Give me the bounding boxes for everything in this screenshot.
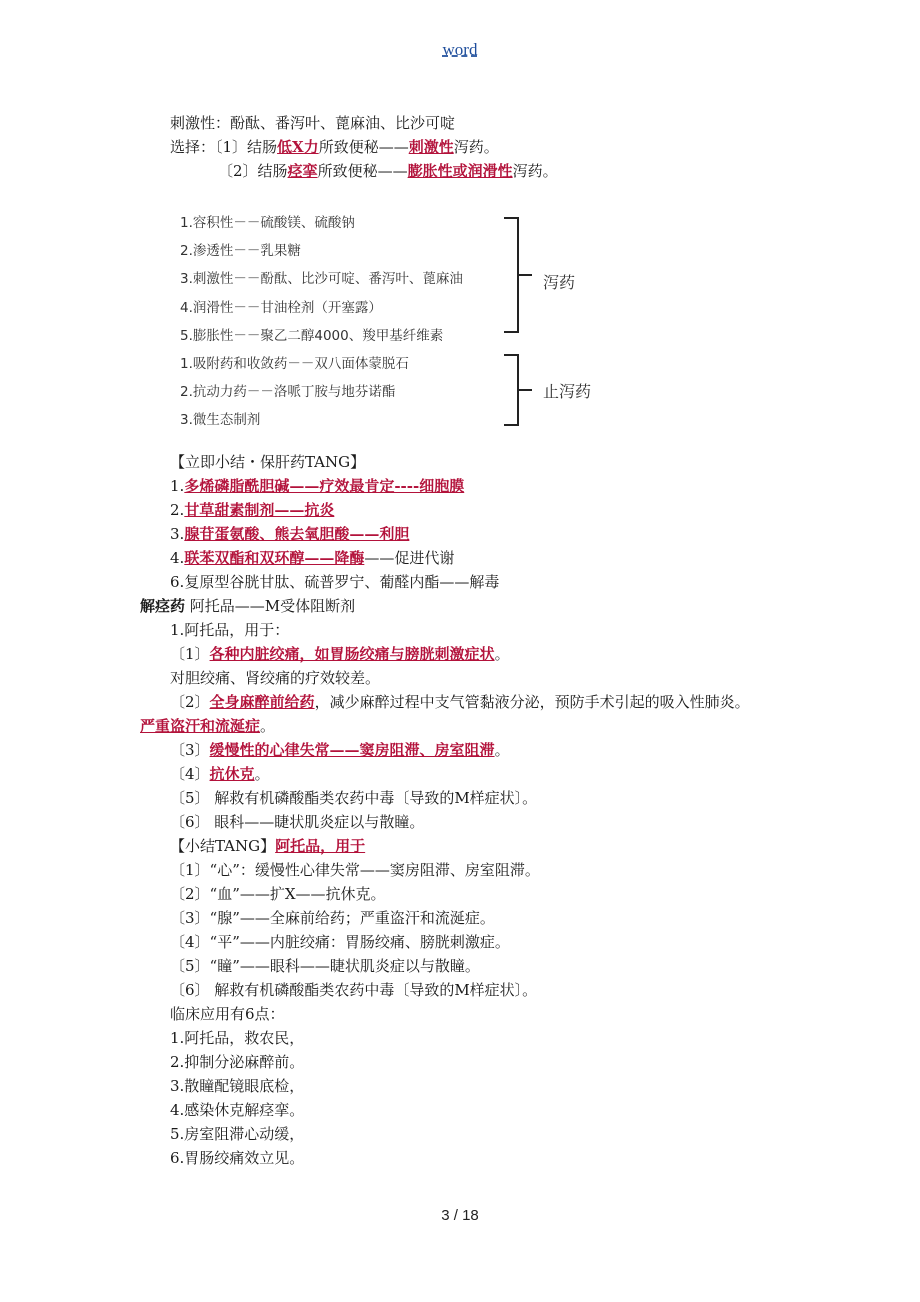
liver-item-highlight: 腺苷蛋氨酸、熊去氧胆酸——利胆 <box>184 525 410 543</box>
atropine-use-2-cont <box>140 717 275 735</box>
liver-item <box>170 573 499 591</box>
use-post: 。 <box>254 765 270 783</box>
liver-item-num: 1. <box>170 477 185 495</box>
liver-item <box>170 477 464 495</box>
liver-item-rest: ——促进代谢 <box>364 549 455 567</box>
choose2-highlight-2: 膨胀性或润滑性 <box>407 162 513 180</box>
atropine-use-3 <box>170 741 510 759</box>
antidiarrheal-item: 1.吸附药和收敛药－－双八面体蒙脱石 <box>180 356 409 372</box>
atropine-summary-title <box>170 837 365 855</box>
use-post: 。 <box>494 645 510 663</box>
use-highlight: 全身麻醉前给药 <box>209 693 315 711</box>
use-post: ，减少麻醉过程中支气管黏液分泌，预防手术引起的吸入性肺炎。 <box>314 693 750 711</box>
antispasm-heading-bold: 解痉药 <box>140 597 186 615</box>
choose1-highlight-2: 刺激性 <box>408 138 454 156</box>
choose1-mid: 所致便秘—— <box>318 138 409 156</box>
summary-item: 〔6〕 解救有机磷酸酯类农药中毒〔导致的M样症状〕。 <box>170 981 538 999</box>
atropine-use-4 <box>170 765 270 783</box>
choose1-highlight-1: 低X力 <box>277 138 319 156</box>
clinical-item: 5.房室阻滞心动缓， <box>170 1125 305 1143</box>
header-word-link[interactable]: word <box>442 40 478 59</box>
antispasm-heading-rest: 阿托品——M受体阻断剂 <box>185 597 356 615</box>
choose2-pre: 〔2〕结肠 <box>218 162 288 180</box>
liver-item-highlight: 联苯双酯和双环醇——降酶 <box>184 549 365 567</box>
choose2-mid: 所致便秘—— <box>317 162 408 180</box>
use-highlight: 缓慢性的心律失常——窦房阻滞、房室阻滞 <box>209 741 495 759</box>
use-num: 〔3〕 <box>170 741 210 759</box>
clinical-item: 1.阿托品，救农民， <box>170 1029 305 1047</box>
summary-title-highlight: 阿托品，用于 <box>275 837 366 855</box>
use-highlight: 抗休克 <box>209 765 255 783</box>
liver-item-highlight: 多烯磷脂酰胆碱——疗效最肯定----细胞膜 <box>184 477 465 495</box>
laxative-group-label: 泻药 <box>543 273 576 292</box>
antidiarrheal-item: 2.抗动力药－－洛哌丁胺与地芬诺酯 <box>180 384 396 400</box>
atropine-use-5: 〔5〕 解救有机磷酸酯类农药中毒〔导致的M样症状〕。 <box>170 789 538 807</box>
liver-item-num: 2. <box>170 501 185 519</box>
antidiarrheal-brace-icon <box>500 352 540 430</box>
antidiarrheal-item: 3.微生态制剂 <box>180 412 261 428</box>
laxative-brace-icon <box>500 214 540 338</box>
clinical-item: 3.散瞳配镜眼底检， <box>170 1077 305 1095</box>
clinical-item: 4.感染休克解痉挛。 <box>170 1101 305 1119</box>
clinical-item: 6.胃肠绞痛效立见。 <box>170 1149 305 1167</box>
liver-item-num: 6. <box>170 573 185 591</box>
choose1-pre: 选择：〔1〕结肠 <box>170 138 278 156</box>
liver-item-rest: 复原型谷胱甘肽、硫普罗宁、葡醛内酯——解毒 <box>184 573 500 591</box>
atropine-use-1 <box>170 645 510 663</box>
use-num: 〔1〕 <box>170 645 210 663</box>
laxative-item: 4.润滑性－－甘油栓剂（开塞露） <box>180 300 382 316</box>
antidiarrheal-group-label: 止泻药 <box>543 382 592 401</box>
choose2-post: 泻药。 <box>512 162 558 180</box>
summary-item: 〔4〕“平”——内脏绞痛：胃肠绞痛、膀胱刺激症。 <box>170 933 510 951</box>
clinical-title: 临床应用有6点： <box>170 1005 285 1023</box>
liver-item <box>170 501 334 519</box>
use-num: 〔2〕 <box>170 693 210 711</box>
choose2-highlight-1: 痉挛 <box>287 162 318 180</box>
summary-item: 〔3〕“腺”——全麻前给药；严重盗汗和流涎症。 <box>170 909 495 927</box>
choose1-post: 泻药。 <box>453 138 499 156</box>
atropine-use-6: 〔6〕 眼科——睫状肌炎症以与散瞳。 <box>170 813 425 831</box>
page-number: 3 / 18 <box>441 1207 479 1224</box>
choose-line-2 <box>218 162 558 180</box>
summary-item: 〔2〕“血”——扩X——抗休克。 <box>170 885 386 903</box>
use-post: 。 <box>494 741 510 759</box>
liver-summary-title: 【立即小结・保肝药TANG】 <box>170 453 366 471</box>
antispasm-heading <box>140 597 355 615</box>
clinical-item: 2.抑制分泌麻醉前。 <box>170 1053 305 1071</box>
liver-item <box>170 525 409 543</box>
stimulant-laxative-line: 刺激性：酚酞、番泻叶、蓖麻油、比沙可啶 <box>170 114 456 132</box>
liver-item-num: 3. <box>170 525 185 543</box>
summary-item: 〔5〕“瞳”——眼科——睫状肌炎症以与散瞳。 <box>170 957 480 975</box>
summary-item: 〔1〕“心”：缓慢性心律失常——窦房阻滞、房室阻滞。 <box>170 861 540 879</box>
choose-line-1 <box>170 138 499 156</box>
atropine-use-1-cont: 对胆绞痛、肾绞痛的疗效较差。 <box>170 669 381 687</box>
liver-item-num: 4. <box>170 549 185 567</box>
use-highlight: 各种内脏绞痛，如胃肠绞痛与膀胱刺激症状 <box>209 645 495 663</box>
use-post: 。 <box>260 717 276 735</box>
use-num: 〔4〕 <box>170 765 210 783</box>
laxative-item: 5.膨胀性－－聚乙二醇4000、羧甲基纤维素 <box>180 328 444 344</box>
summary-title-text: 【小结TANG】 <box>170 837 276 855</box>
laxative-item: 1.容积性－－硫酸镁、硫酸钠 <box>180 215 355 231</box>
atropine-use-line: 1.阿托品，用于： <box>170 621 290 639</box>
laxative-item: 2.渗透性－－乳果糖 <box>180 243 301 259</box>
liver-item-highlight: 甘草甜素制剂——抗炎 <box>184 501 335 519</box>
use-highlight: 严重盗汗和流涎症 <box>140 717 261 735</box>
atropine-use-2 <box>170 693 750 711</box>
liver-item <box>170 549 454 567</box>
laxative-item: 3.刺激性－－酚酞、比沙可啶、番泻叶、蓖麻油 <box>180 271 463 287</box>
